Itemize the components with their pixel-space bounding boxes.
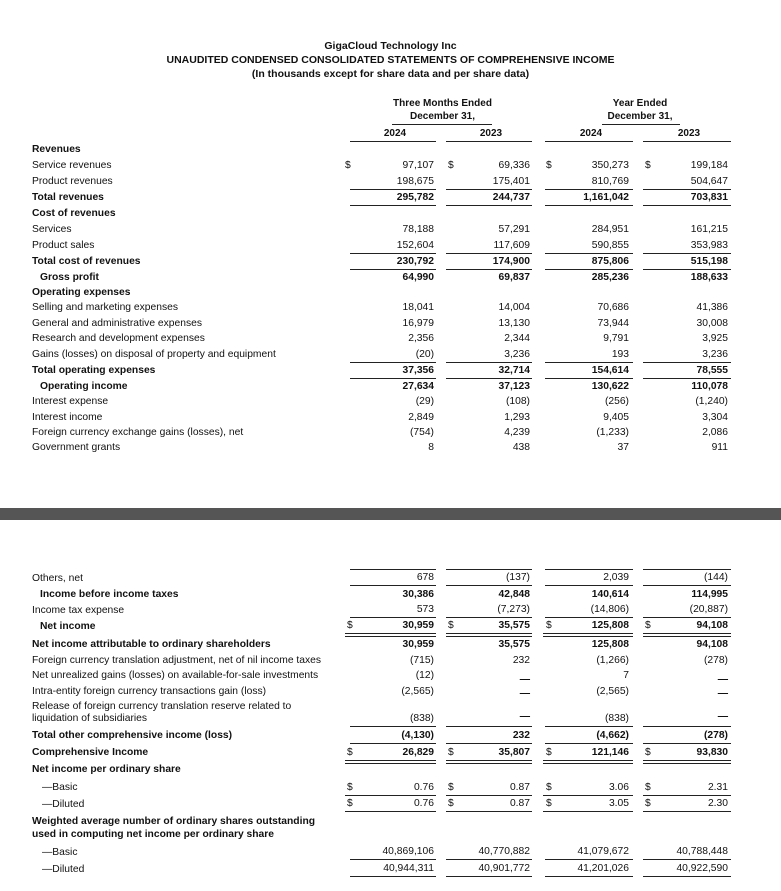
row-label: Interest income	[32, 412, 103, 423]
row-label: Total other comprehensive income (loss)	[32, 730, 233, 741]
currency-symbol: $	[546, 620, 552, 631]
cell-value: 232	[512, 655, 530, 666]
cell-value: 8	[428, 442, 434, 453]
currency-symbol: $	[347, 747, 353, 758]
row-label: Total operating expenses	[32, 365, 156, 376]
cell-value: 40,788,448	[676, 846, 728, 857]
cell-value: 678	[416, 572, 434, 583]
cell-value: 94,108	[696, 620, 728, 631]
cell-value: —	[717, 674, 728, 685]
cell-value: 515,198	[690, 256, 728, 267]
cell-value: 2,039	[603, 572, 629, 583]
statement-title: UNAUDITED CONDENSED CONSOLIDATED STATEMENTS OF COMPREHENSIVE INCOME	[166, 54, 615, 66]
cell-value: 14,004	[498, 302, 530, 313]
cell-value: 198,675	[396, 176, 434, 187]
cell-value: 37	[617, 442, 629, 453]
cell-value: 230,792	[396, 256, 434, 267]
row-label: Research and development expenses	[32, 333, 205, 344]
three-months-header: Three Months Ended	[393, 98, 492, 109]
cell-value: 911	[711, 442, 728, 453]
cell-value: 69,837	[498, 272, 530, 283]
currency-symbol: $	[546, 798, 552, 809]
cell-value: 117,609	[493, 240, 530, 251]
cell-value: (144)	[703, 572, 728, 583]
col-year-q-2023: 2023	[479, 128, 503, 139]
cell-value: 110,078	[691, 381, 728, 392]
cell-value: 2,849	[408, 412, 434, 423]
cell-value: 875,806	[591, 256, 629, 267]
row-label: Revenues	[32, 144, 81, 155]
row-label: Net income per ordinary share	[32, 764, 181, 775]
row-label: Weighted average number of ordinary shares outstanding	[32, 816, 316, 827]
cell-value: 2,086	[702, 427, 728, 438]
cell-value: —	[717, 688, 728, 699]
cell-value: 3.05	[608, 798, 629, 809]
row-label: Total revenues	[32, 192, 104, 203]
row-label: Foreign currency translation adjustment, net of nil income taxes	[32, 655, 322, 666]
cell-value: 232	[512, 730, 530, 741]
row-label: Net unrealized gains (losses) on available-for-sale investments	[32, 670, 319, 681]
cell-value: (1,233)	[596, 427, 629, 438]
row-label: Foreign currency exchange gains (losses), net	[32, 427, 244, 438]
cell-value: 3,925	[702, 333, 728, 344]
row-label: Net income attributable to ordinary shareholders	[32, 639, 271, 650]
cell-value: 41,386	[696, 302, 728, 313]
cell-value: 69,336	[498, 160, 530, 171]
cell-value: (20)	[415, 349, 434, 360]
cell-value: (4,662)	[596, 730, 629, 741]
cell-value: 9,791	[603, 333, 629, 344]
cell-value: 2.31	[707, 782, 728, 793]
cell-value: 7	[623, 670, 629, 681]
cell-value: 350,273	[591, 160, 629, 171]
cell-value: 353,983	[690, 240, 728, 251]
cell-value: (29)	[415, 396, 434, 407]
cell-value: (278)	[703, 655, 728, 666]
row-label-continued: liquidation of subsidiaries	[32, 713, 148, 724]
cell-value: 2,356	[408, 333, 434, 344]
cell-value: 32,714	[498, 365, 530, 376]
cell-value: (278)	[703, 730, 728, 741]
cell-value: 295,782	[396, 192, 434, 203]
cell-value: 1,161,042	[583, 192, 629, 203]
row-label: Income tax expense	[32, 605, 125, 616]
cell-value: 40,944,311	[383, 863, 434, 874]
cell-value: (108)	[505, 396, 530, 407]
cell-value: 40,770,882	[478, 846, 530, 857]
cell-value: 37,356	[402, 365, 434, 376]
currency-symbol: $	[448, 747, 454, 758]
row-label: —Diluted	[42, 799, 85, 810]
cell-value: 0.87	[509, 798, 530, 809]
cell-value: 9,405	[603, 412, 629, 423]
cell-value: 3,236	[504, 349, 530, 360]
currency-symbol: $	[448, 160, 454, 171]
currency-symbol: $	[645, 160, 651, 171]
row-label: Interest expense	[32, 396, 109, 407]
cell-value: 93,830	[696, 747, 728, 758]
cell-value: —	[519, 688, 530, 699]
currency-symbol: $	[448, 798, 454, 809]
row-label: Gains (losses) on disposal of property and equipment	[32, 349, 276, 360]
currency-symbol: $	[645, 747, 651, 758]
statement-note: (In thousands except for share data and per share data)	[251, 68, 530, 80]
col-year-y-2023: 2023	[677, 128, 701, 139]
cell-value: 114,995	[691, 589, 728, 600]
cell-value: 1,293	[504, 412, 530, 423]
row-label: Selling and marketing expenses	[32, 302, 178, 313]
cell-value: 64,990	[402, 272, 434, 283]
cell-value: —	[717, 711, 728, 722]
currency-symbol: $	[347, 620, 353, 631]
cell-value: 130,622	[591, 381, 629, 392]
cell-value: 2.30	[707, 798, 728, 809]
cell-value: 199,184	[690, 160, 728, 171]
cell-value: 35,575	[498, 620, 530, 631]
cell-value: (14,806)	[590, 604, 629, 615]
cell-value: 2,344	[504, 333, 530, 344]
cell-value: 16,979	[402, 318, 434, 329]
cell-value: 97,107	[402, 160, 434, 171]
cell-value: 4,239	[504, 427, 530, 438]
currency-symbol: $	[546, 160, 552, 171]
cell-value: 30,008	[696, 318, 728, 329]
row-label: Government grants	[32, 442, 121, 453]
currency-symbol: $	[448, 620, 454, 631]
cell-value: 0.87	[509, 782, 530, 793]
cell-value: 73,944	[597, 318, 629, 329]
cell-value: (2,565)	[596, 686, 629, 697]
cell-value: 40,922,590	[676, 863, 728, 874]
cell-value: 285,236	[591, 272, 629, 283]
cell-value: 40,869,106	[382, 846, 434, 857]
company-name: GigaCloud Technology Inc	[324, 40, 457, 52]
row-label: Income before income taxes	[40, 589, 179, 600]
cell-value: 42,848	[498, 589, 530, 600]
cell-value: 0.76	[413, 782, 434, 793]
cell-value: 140,614	[591, 589, 629, 600]
currency-symbol: $	[546, 747, 552, 758]
cell-value: 57,291	[498, 224, 530, 235]
currency-symbol: $	[347, 798, 353, 809]
cell-value: (2,565)	[401, 686, 434, 697]
currency-symbol: $	[645, 620, 651, 631]
row-label: Others, net	[32, 573, 83, 584]
currency-symbol: $	[448, 782, 454, 793]
cell-value: 703,831	[690, 192, 728, 203]
currency-symbol: $	[546, 782, 552, 793]
cell-value: 188,633	[690, 272, 728, 283]
cell-value: (137)	[505, 572, 530, 583]
cell-value: —	[519, 674, 530, 685]
cell-value: 40,901,772	[478, 863, 530, 874]
row-label: Services	[32, 224, 72, 235]
cell-value: 3.06	[608, 782, 629, 793]
three-months-subheader: December 31,	[409, 111, 476, 122]
cell-value: 18,041	[402, 302, 434, 313]
cell-value: 125,808	[591, 620, 629, 631]
cell-value: 125,808	[591, 639, 629, 650]
cell-value: 13,130	[498, 318, 530, 329]
row-label: Operating expenses	[32, 287, 131, 298]
row-label-continued: used in computing net income per ordinary share	[32, 829, 275, 840]
row-label: Service revenues	[32, 160, 112, 171]
cell-value: 504,647	[690, 176, 728, 187]
cell-value: 41,079,672	[577, 846, 629, 857]
cell-value: 30,386	[402, 589, 434, 600]
page-break-divider	[0, 508, 781, 520]
row-label: —Diluted	[42, 864, 85, 875]
row-label: Intra-entity foreign currency transactions gain (loss)	[32, 686, 267, 697]
cell-value: (4,130)	[401, 730, 434, 741]
year-ended-subheader: December 31,	[607, 111, 673, 122]
cell-value: 27,634	[402, 381, 434, 392]
cell-value: 152,604	[396, 240, 434, 251]
cell-value: 94,108	[696, 639, 728, 650]
cell-value: 35,575	[498, 639, 530, 650]
row-label: Product revenues	[32, 176, 113, 187]
cell-value: 175,401	[492, 176, 530, 187]
cell-value: 0.76	[413, 798, 434, 809]
row-label: Comprehensive Income	[32, 747, 149, 758]
cell-value: 35,807	[498, 747, 530, 758]
cell-value: 244,737	[492, 192, 530, 203]
cell-value: (754)	[409, 427, 434, 438]
row-label: —Basic	[42, 782, 78, 793]
cell-value: 37,123	[498, 381, 530, 392]
row-label: Operating income	[40, 381, 128, 392]
cell-value: 3,236	[702, 349, 728, 360]
cell-value: (20,887)	[689, 604, 728, 615]
cell-value: 41,201,026	[577, 863, 629, 874]
cell-value: 78,555	[696, 365, 728, 376]
row-label: Product sales	[32, 240, 95, 251]
row-label: General and administrative expenses	[32, 318, 202, 329]
cell-value: 78,188	[402, 224, 434, 235]
row-label: Net income	[40, 621, 96, 632]
cell-value: 174,900	[492, 256, 530, 267]
row-label: —Basic	[42, 847, 78, 858]
cell-value: 30,959	[402, 639, 434, 650]
cell-value: (838)	[409, 713, 434, 724]
col-year-q-2024: 2024	[383, 128, 407, 139]
currency-symbol: $	[347, 782, 353, 793]
cell-value: 161,215	[690, 224, 728, 235]
cell-value: 284,951	[591, 224, 629, 235]
row-label: Gross profit	[40, 272, 99, 283]
row-label: Release of foreign currency translation reserve related to	[32, 701, 292, 712]
cell-value: 26,829	[402, 747, 434, 758]
year-ended-header: Year Ended	[612, 98, 668, 109]
col-year-y-2024: 2024	[579, 128, 603, 139]
cell-value: (838)	[604, 713, 629, 724]
cell-value: (715)	[409, 655, 434, 666]
cell-value: (12)	[415, 670, 434, 681]
currency-symbol: $	[645, 782, 651, 793]
cell-value: 193	[611, 349, 629, 360]
cell-value: 30,959	[402, 620, 434, 631]
cell-value: 154,614	[591, 365, 629, 376]
cell-value: 438	[512, 442, 530, 453]
currency-symbol: $	[345, 160, 351, 171]
cell-value: 573	[416, 604, 434, 615]
currency-symbol: $	[645, 798, 651, 809]
cell-value: (256)	[604, 396, 629, 407]
cell-value: 590,855	[591, 240, 629, 251]
row-label: Total cost of revenues	[32, 256, 141, 267]
cell-value: 810,769	[591, 176, 629, 187]
cell-value: 70,686	[597, 302, 629, 313]
cell-value: (7,273)	[497, 604, 530, 615]
cell-value: (1,266)	[596, 655, 629, 666]
cell-value: 3,304	[702, 412, 728, 423]
cell-value: —	[519, 711, 530, 722]
cell-value: 121,146	[591, 747, 629, 758]
row-label: Cost of revenues	[32, 208, 116, 219]
cell-value: (1,240)	[695, 396, 728, 407]
